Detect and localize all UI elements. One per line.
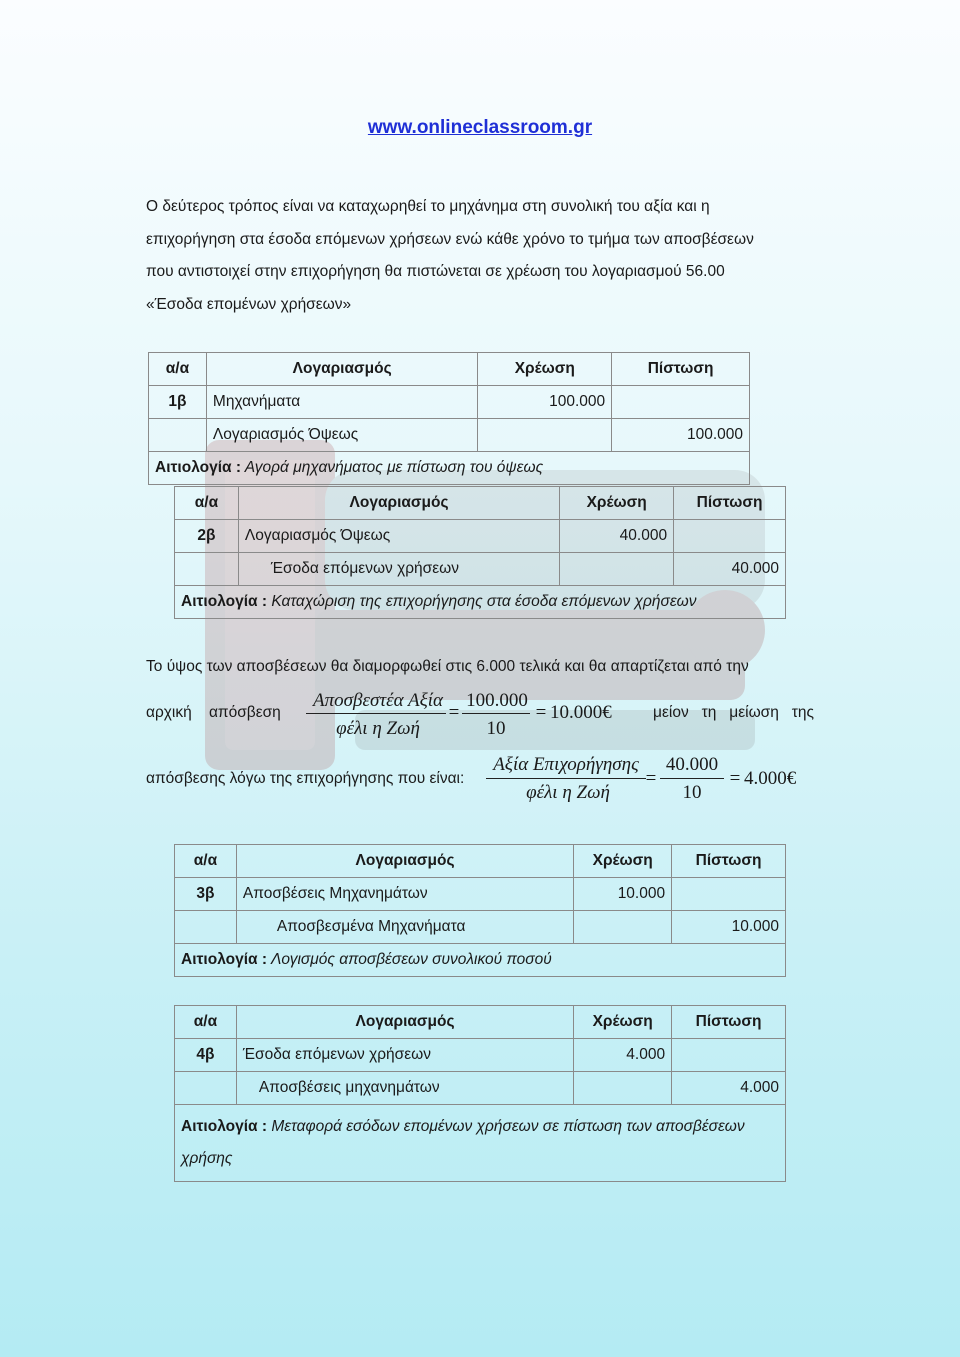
equals-sign: = [448, 702, 460, 723]
fraction-bar [660, 778, 724, 779]
header-credit: Πίστωση [672, 1006, 786, 1039]
credit-account: Έσοδα επόμενων χρήσεων [238, 553, 559, 586]
table-header-row [175, 1006, 786, 1039]
debit-amount: 40.000 [560, 520, 674, 553]
intro-line: επιχορήγηση στα έσοδα επόμενων χρήσεων ενώ κάθε χρόνο το τμήμα των αποσβέσεων [146, 230, 754, 248]
depreciation-line-2-right: μείον τη μείωση της [653, 704, 814, 721]
site-link[interactable]: www.onlineclassroom.gr [367, 117, 593, 138]
header-account: Λογαριασμός [236, 1006, 573, 1039]
table-row [175, 520, 786, 553]
debit-amount: 10.000 [574, 878, 672, 911]
header-account: Λογαριασμός [238, 487, 559, 520]
fraction-bar [486, 778, 646, 779]
reason-text: Αγορά μηχανήματος με πίστωση του όψεως [244, 459, 544, 476]
table-row [149, 386, 750, 419]
table-header-row [175, 487, 786, 520]
credit-amount: 10.000 [672, 911, 786, 944]
intro-paragraph [146, 191, 814, 321]
entry-code: 3β [175, 878, 237, 911]
formula2-numerator-value: 40.000 [665, 754, 719, 775]
table-header-row [175, 845, 786, 878]
entry-code: 2β [175, 520, 239, 553]
header-debit: Χρέωση [478, 353, 612, 386]
debit-account: Λογαριασμός Όψεως [238, 520, 559, 553]
reason-label: Αιτιολογία : [181, 593, 268, 610]
header-aa: α/α [175, 1006, 237, 1039]
debit-account: Έσοδα επόμενων χρήσεων [236, 1039, 573, 1072]
header-credit: Πίστωση [672, 845, 786, 878]
formula1-numerator-value: 100.000 [466, 690, 528, 711]
equals-sign: = [535, 702, 547, 723]
entry-code: 4β [175, 1039, 237, 1072]
equals-sign: = [729, 768, 741, 789]
credit-account: Αποσβέσεις μηχανημάτων [236, 1072, 573, 1105]
credit-amount: 40.000 [674, 553, 786, 586]
header-aa: α/α [149, 353, 207, 386]
entry-code: 1β [149, 386, 207, 419]
header-account: Λογαριασμός [236, 845, 573, 878]
formula1-numerator-text: Αποσβεστέα Αξία [313, 690, 443, 711]
fraction-bar [462, 713, 530, 714]
debit-amount: 100.000 [478, 386, 612, 419]
reason-label: Αιτιολογία : [155, 459, 242, 476]
journal-entry-4 [174, 1005, 786, 1182]
header-debit: Χρέωση [574, 845, 672, 878]
depreciation-line-1: Το ύψος των αποσβέσεων θα διαμορφωθεί στις 6.000 τελικά και θα απαρτίζεται από την [146, 658, 749, 675]
journal-entry-1 [148, 352, 750, 485]
reason-text: Λογισμός αποσβέσεων συνολικού ποσού [271, 951, 552, 968]
credit-account: Αποσβεσμένα Μηχανήματα [236, 911, 573, 944]
equals-sign: = [645, 768, 657, 789]
fraction-bar [306, 713, 446, 714]
header-credit: Πίστωση [674, 487, 786, 520]
reason-text: Καταχώριση της επιχορήγησης στα έσοδα επόμενων χρήσεων [271, 593, 697, 610]
debit-account: Αποσβέσεις Μηχανημάτων [236, 878, 573, 911]
header-aa: α/α [175, 487, 239, 520]
depreciation-line-2-left: αρχική απόσβεση [146, 704, 281, 721]
reason-row [175, 1105, 786, 1182]
table-row [175, 553, 786, 586]
formula1-result: 10.000€ [550, 702, 612, 723]
credit-amount: 4.000 [672, 1072, 786, 1105]
reason-text-continued: χρήσης [181, 1150, 233, 1167]
journal-entry-2 [174, 486, 786, 619]
reason-text: Μεταφορά εσόδων επομένων χρήσεων σε πίστωση των αποσβέσεων [271, 1118, 745, 1135]
journal-entry-3 [174, 844, 786, 977]
reason-row [149, 452, 750, 485]
header-account: Λογαριασμός [206, 353, 477, 386]
site-header [0, 117, 960, 139]
header-debit: Χρέωση [574, 1006, 672, 1039]
table-row [175, 1039, 786, 1072]
formula1-denominator-text: φέλι η Ζωή [336, 718, 420, 739]
header-debit: Χρέωση [560, 487, 674, 520]
table-header-row [149, 353, 750, 386]
intro-line: Ο δεύτερος τρόπος είναι να καταχωρηθεί το μηχάνημα στη συνολική του αξία και η [146, 198, 710, 215]
credit-amount: 100.000 [612, 419, 750, 452]
reason-label: Αιτιολογία : [181, 951, 268, 968]
formula2-denominator-text: φέλι η Ζωή [526, 782, 610, 803]
table-row [175, 878, 786, 911]
debit-account: Μηχανήματα [206, 386, 477, 419]
header-credit: Πίστωση [612, 353, 750, 386]
debit-amount: 4.000 [574, 1039, 672, 1072]
formula2-denominator-value: 10 [682, 782, 702, 803]
formula1-denominator-value: 10 [486, 718, 506, 739]
table-row [149, 419, 750, 452]
header-aa: α/α [175, 845, 237, 878]
table-row [175, 911, 786, 944]
formula2-result: 4.000€ [744, 768, 797, 789]
table-row [175, 1072, 786, 1105]
reason-row [175, 944, 786, 977]
reason-row [175, 586, 786, 619]
reason-label: Αιτιολογία : [181, 1118, 268, 1135]
formula2-numerator-text: Αξία Επιχορήγησης [493, 754, 639, 775]
credit-account: Λογαριασμός Όψεως [206, 419, 477, 452]
intro-line: που αντιστοιχεί στην επιχορήγηση θα πιστώνεται σε χρέωση του λογαριασμού 56.00 [146, 263, 725, 280]
intro-line: «Έσοδα επομένων χρήσεων» [146, 295, 352, 313]
depreciation-line-3: απόσβεσης λόγω της επιχορήγησης που είναι: [146, 770, 465, 787]
